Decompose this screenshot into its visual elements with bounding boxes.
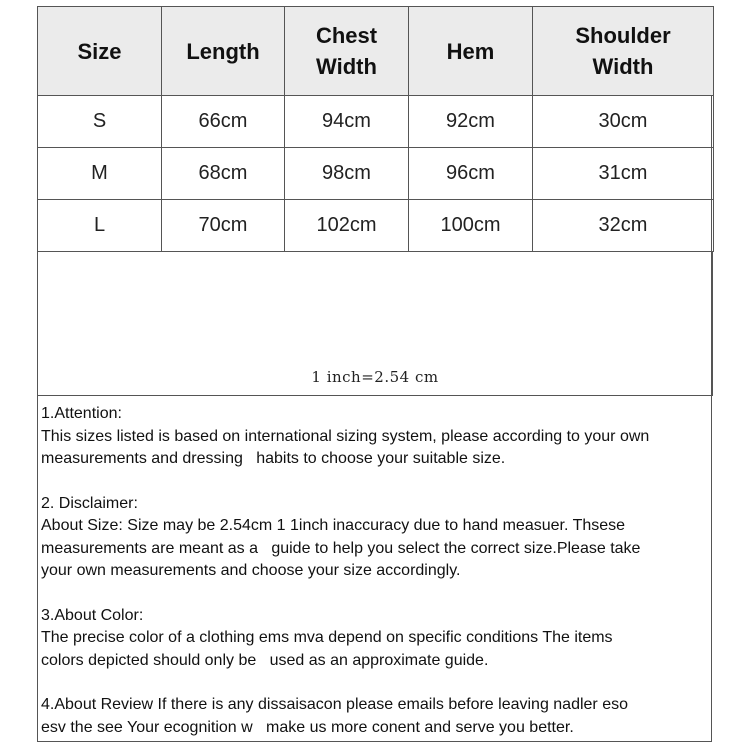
attention-text-line: measurements and dressing habits to choose your suitable size.	[41, 450, 506, 467]
cell-hem: 92cm	[409, 96, 533, 148]
review-text-line: esv the see Your ecognition w make us more conent and serve you better.	[41, 718, 574, 736]
table-row	[38, 200, 714, 252]
inch-conversion-note: 1 inch=2.54 cm	[311, 368, 439, 386]
disclaimer-text-line: About Size: Size may be 2.54cm 1 1inch inaccuracy due to hand measuer. Thsese	[41, 517, 626, 534]
table-row	[38, 96, 714, 148]
header-chest-width: Chest Width	[285, 7, 409, 96]
review-text-line: 4.About Review If there is any dissaisacon please emails before leaving nadler eso	[41, 696, 628, 713]
header-shoulder-width: Shoulder Width	[533, 7, 714, 96]
table-row	[38, 148, 714, 200]
disclaimer-text-line: your own measurements and choose your size accordingly.	[41, 562, 461, 579]
table-header-row	[38, 7, 714, 96]
attention-text-line: This sizes listed is based on international sizing system, please according to your own	[41, 427, 650, 445]
attention-title: 1.Attention:	[41, 405, 122, 422]
cell-size: M	[38, 148, 162, 200]
conversion-area	[37, 251, 713, 396]
notes-section	[41, 403, 711, 739]
cell-chest-width: 94cm	[285, 96, 409, 148]
header-length: Length	[162, 7, 285, 96]
cell-shoulder-width: 30cm	[533, 96, 714, 148]
cell-size: S	[38, 96, 162, 148]
cell-size: L	[38, 200, 162, 252]
cell-length: 70cm	[162, 200, 285, 252]
size-table	[37, 6, 714, 252]
cell-chest-width: 102cm	[285, 200, 409, 252]
color-text-line: The precise color of a clothing ems mva depend on specific conditions The items	[41, 629, 613, 646]
header-size: Size	[38, 7, 162, 96]
cell-shoulder-width: 32cm	[533, 200, 714, 252]
disclaimer-title: 2. Disclaimer:	[41, 494, 138, 512]
header-hem: Hem	[409, 7, 533, 96]
color-text-line: colors depicted should only be used as an approximate guide.	[41, 651, 489, 669]
cell-length: 68cm	[162, 148, 285, 200]
color-title: 3.About Color:	[41, 606, 144, 624]
cell-hem: 96cm	[409, 148, 533, 200]
cell-length: 66cm	[162, 96, 285, 148]
cell-shoulder-width: 31cm	[533, 148, 714, 200]
cell-hem: 100cm	[409, 200, 533, 252]
cell-chest-width: 98cm	[285, 148, 409, 200]
disclaimer-text-line: measurements are meant as a guide to help you select the correct size.Please take	[41, 539, 641, 557]
